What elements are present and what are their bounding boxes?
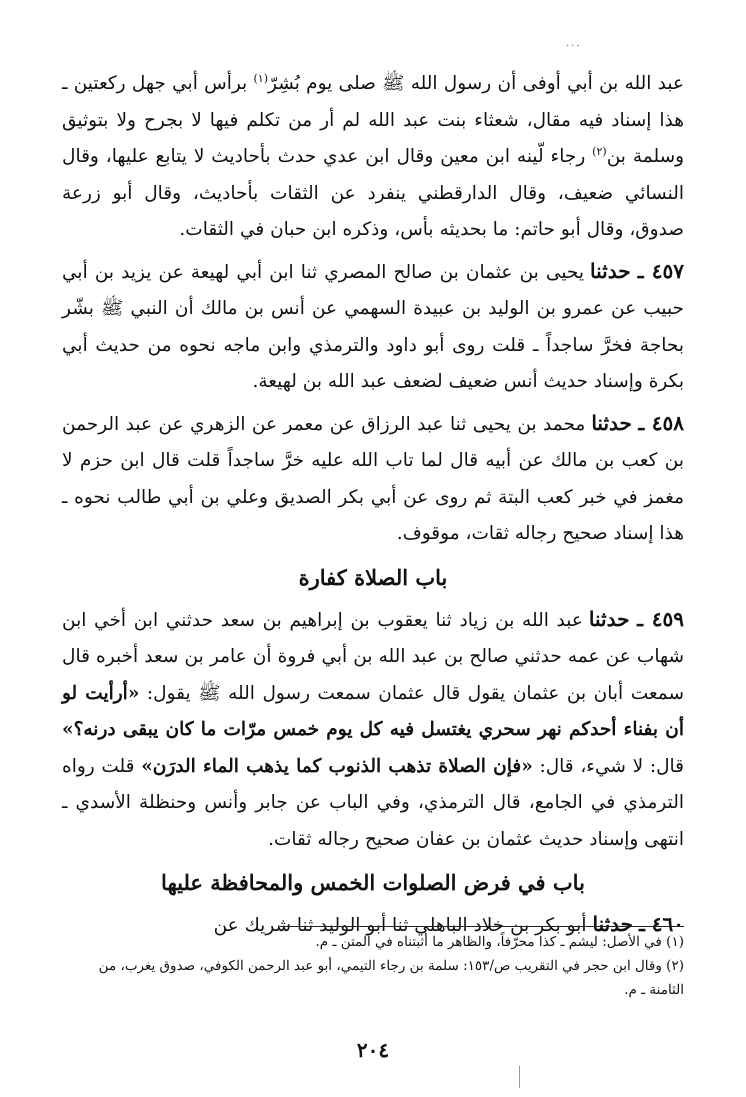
intro-text-start: عبد الله بن أبي أوفى أن رسول الله ﷺ صلى يوم بُشِرّ bbox=[267, 73, 685, 94]
intro-text-mid: برأس أبي جهل ركعتين ـ هذا إسناد فيه مقال، شعثاء بنت عبد الله لم أر من تكلم فيها لا بجرح ولا بتوثيق وسلمة بن bbox=[62, 73, 684, 167]
intro-paragraph bbox=[62, 66, 684, 249]
bottom-tick-mark bbox=[519, 1066, 520, 1088]
hadith-number: ٤٦٠ ـ bbox=[638, 912, 684, 936]
intro-text-end: رجاء لّينه ابن معين وقال ابن عدي حدث بأحاديث لا يتابع عليها، وقال النسائي ضعيف، وقال الدارقطني ينفرد عن الثقات بأحاديث، وقال أبو زرعة صدوق، وقال أبو حاتم: ما بحديثه بأس، وذكره ابن حبان في الثقات. bbox=[62, 146, 684, 240]
footnote-1: (١) في الأصل: ليشم ـ كذا محرّفاً، والظاهر ما أثبتناه في المتن ـ م. bbox=[315, 934, 684, 950]
hadith-quote: «أرأيت لو أن بفناء أحدكم نهر سحري يغتسل فيه كل يوم خمس مرّات ما كان يبقى درنه؟» bbox=[62, 682, 684, 740]
hadith-text: يحيى بن عثمان بن صالح المصري ثنا ابن أبي لهيعة عن يزيد بن أبي حبيب عن عمرو بن الوليد بن عبيدة السهمي عن أنس بن مالك أن النبي ﷺ بشّر بحاجة فخرَّ ساجداً ـ قلت روى أبو داود والترمذي وابن ماجه نحوه من حديث أبي بكرة وإسناد حديث أنس ضعيف لضعف عبد الله بن لهيعة. bbox=[62, 261, 684, 392]
chapter-heading-expiation: باب الصلاة كفارة bbox=[298, 564, 448, 590]
hadith-459 bbox=[62, 601, 684, 859]
hadith-keyword: حدثنا bbox=[591, 410, 632, 435]
hadith-457 bbox=[62, 253, 684, 401]
hadith-number: ٤٥٧ ـ bbox=[637, 258, 684, 283]
hadith-text: قال: لا شيء، قال: bbox=[532, 755, 685, 777]
footnote-2: (٢) وقال ابن حجر في التقريب ص/١٥٣: سلمة بن رجاء التيمي، أبو عبد الرحمن الكوفي، صدوق يغرب، من الثامنة ـ م. bbox=[98, 958, 684, 998]
page-number: ٢٠٤ bbox=[356, 1038, 390, 1062]
hadith-keyword: حدثنا bbox=[592, 912, 634, 936]
hadith-text: أبو بكر بن خلاد الباهلي ثنا أبو الوليد ثنا شريك عن bbox=[213, 915, 587, 936]
hadith-text: عبد الله بن زياد ثنا يعقوب بن إبراهيم بن سعد حدثني ابن أخي ابن شهاب عن عمه حدثني صالح بن عبد الله بن أبي فروة أن عامر بن سعد أخبره قال سمعت أبان بن عثمان يقول قال عثمان سمعت رسول الله ﷺ يقول: bbox=[62, 609, 684, 704]
footnote-divider bbox=[280, 926, 684, 927]
corner-mark: ... bbox=[566, 38, 582, 49]
hadith-458 bbox=[62, 405, 684, 553]
footnotes bbox=[62, 930, 684, 1002]
hadith-keyword: حدثنا bbox=[588, 606, 630, 631]
hadith-text: قلت رواه الترمذي في الجامع، قال الترمذي، وفي الباب عن جابر وأنس وحنظلة الأسدي ـ انتهى وإسناد حديث عثمان بن عفان صحيح رجاله ثقات. bbox=[62, 755, 684, 850]
hadith-number: ٤٥٩ ـ bbox=[637, 606, 684, 631]
page-body bbox=[62, 66, 684, 949]
hadith-number: ٤٥٨ ـ bbox=[638, 410, 684, 435]
hadith-text: محمد بن يحيى ثنا عبد الرزاق عن معمر عن الزهري عن عبد الرحمن بن كعب بن مالك عن أبيه قال لما تاب الله عليه خرَّ ساجداً قلت قال ابن حزم لا مغمز في خبر كعب البتة ثم روى عن أبي بكر الصديق وعلي بن أبي طالب نحوه ـ هذا إسناد صحيح رجاله ثقات، موقوف. bbox=[62, 413, 684, 544]
chapter-heading-five-prayers: باب في فرض الصلوات الخمس والمحافظة عليها bbox=[161, 870, 585, 895]
hadith-quote: «فإن الصلاة تذهب الذنوب كما يذهب الماء الدرَن» bbox=[141, 755, 533, 777]
footnote-ref-2[interactable]: (٢) bbox=[592, 144, 607, 158]
hadith-keyword: حدثنا bbox=[590, 258, 631, 283]
footnote-ref-1[interactable]: (١) bbox=[253, 71, 268, 85]
